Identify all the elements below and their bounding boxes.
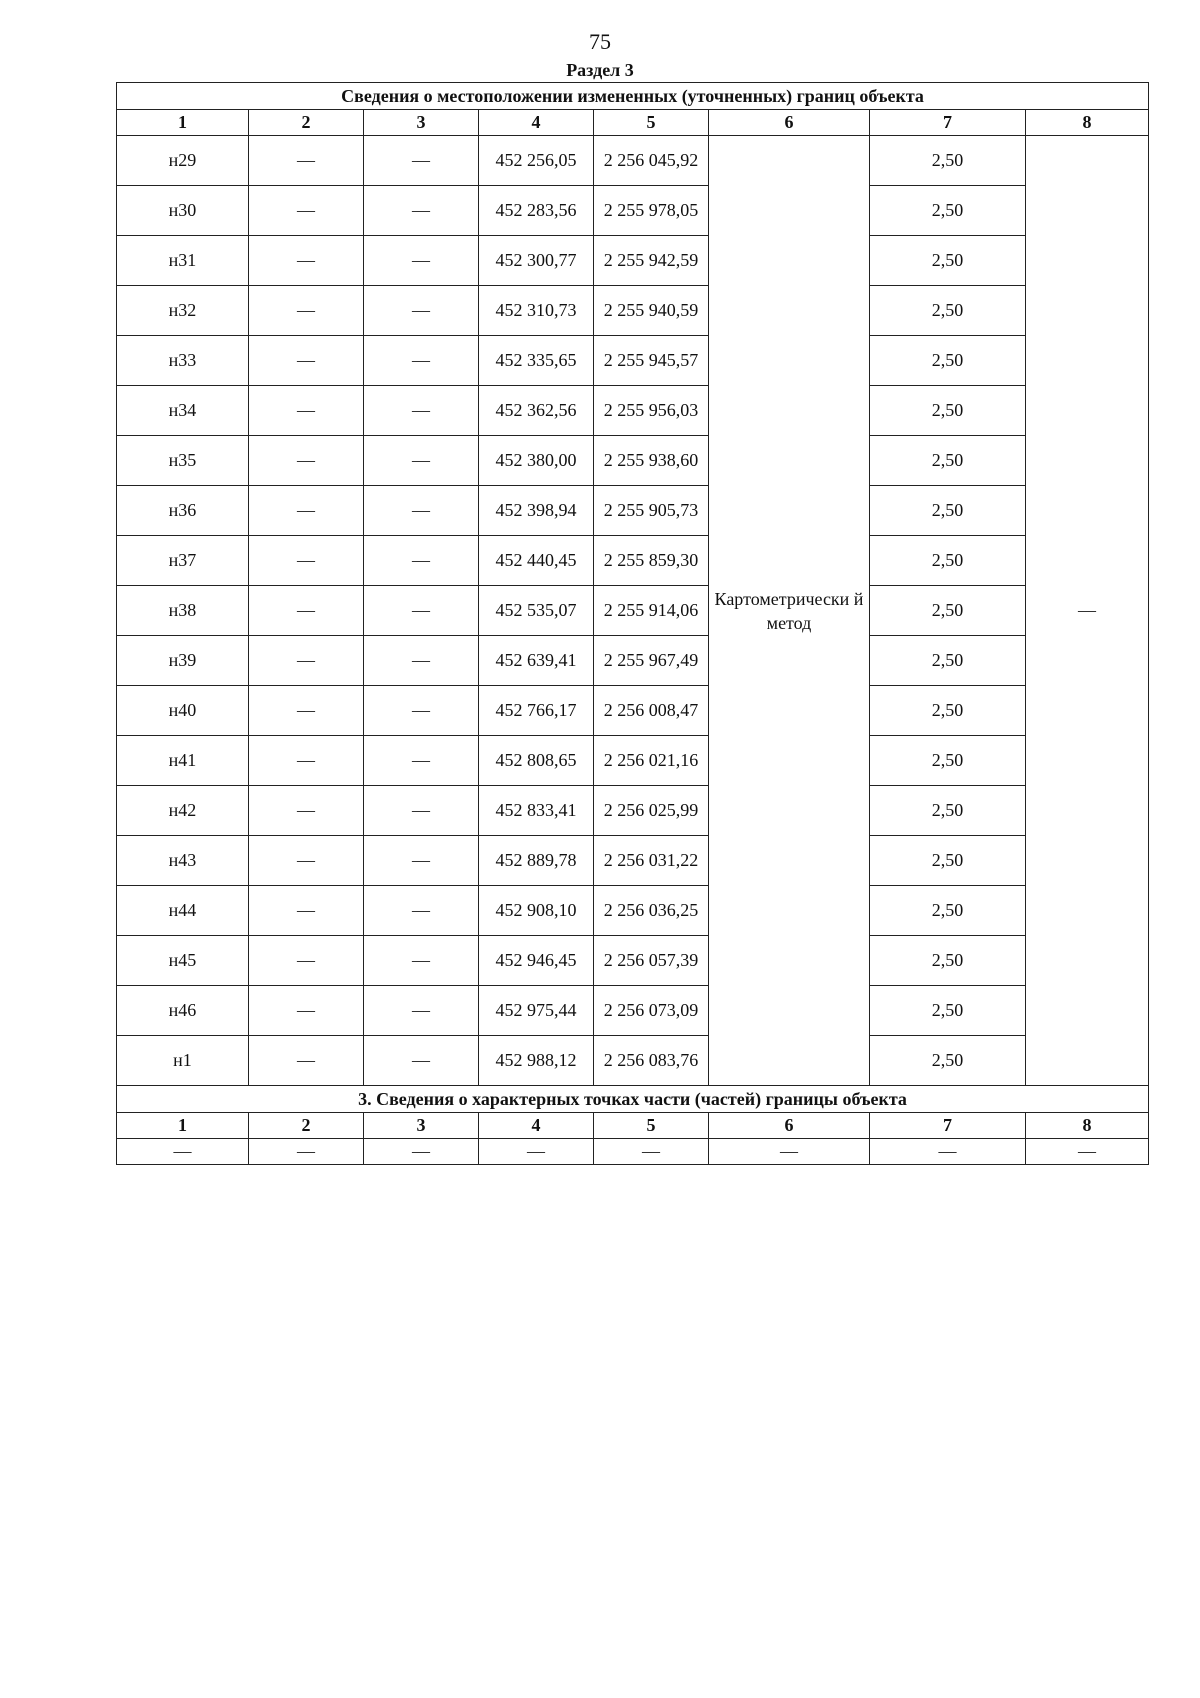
dash-cell: —	[249, 836, 364, 886]
column-number: 4	[479, 1113, 594, 1139]
dash-cell: —	[249, 636, 364, 686]
table-row	[117, 336, 1149, 386]
y-coordinate-cell: 2 255 938,60	[594, 436, 709, 486]
table-row	[117, 786, 1149, 836]
column-number: 1	[117, 110, 249, 136]
y-coordinate-cell: 2 256 057,39	[594, 936, 709, 986]
y-coordinate-cell: 2 255 914,06	[594, 586, 709, 636]
column-number: 4	[479, 110, 594, 136]
column-number: 7	[870, 1113, 1026, 1139]
point-name-cell: н43	[117, 836, 249, 886]
empty-cell: —	[249, 1139, 364, 1165]
accuracy-cell: 2,50	[870, 186, 1026, 236]
x-coordinate-cell: 452 988,12	[479, 1036, 594, 1086]
accuracy-cell: 2,50	[870, 936, 1026, 986]
point-name-cell: н34	[117, 386, 249, 436]
x-coordinate-cell: 452 889,78	[479, 836, 594, 886]
y-coordinate-cell: 2 256 008,47	[594, 686, 709, 736]
y-coordinate-cell: 2 256 083,76	[594, 1036, 709, 1086]
y-coordinate-cell: 2 255 940,59	[594, 286, 709, 336]
x-coordinate-cell: 452 535,07	[479, 586, 594, 636]
column-numbers-row	[117, 110, 1149, 136]
x-coordinate-cell: 452 310,73	[479, 286, 594, 336]
dash-cell: —	[364, 436, 479, 486]
y-coordinate-cell: 2 256 036,25	[594, 886, 709, 936]
dash-cell: —	[249, 186, 364, 236]
accuracy-cell: 2,50	[870, 436, 1026, 486]
dash-cell: —	[249, 986, 364, 1036]
parts-empty-row	[117, 1139, 1149, 1165]
dash-cell: —	[364, 286, 479, 336]
accuracy-cell: 2,50	[870, 136, 1026, 186]
point-name-cell: н40	[117, 686, 249, 736]
method-cell: Картометрически й метод	[709, 136, 870, 1086]
table-row	[117, 286, 1149, 336]
point-name-cell: н30	[117, 186, 249, 236]
column-number: 5	[594, 1113, 709, 1139]
table-row	[117, 686, 1149, 736]
accuracy-cell: 2,50	[870, 486, 1026, 536]
dash-cell: —	[364, 736, 479, 786]
boundary-coordinates-table	[116, 82, 1149, 1165]
x-coordinate-cell: 452 766,17	[479, 686, 594, 736]
dash-cell: —	[249, 236, 364, 286]
dash-cell: —	[249, 536, 364, 586]
empty-cell: —	[870, 1139, 1026, 1165]
point-name-cell: н31	[117, 236, 249, 286]
dash-cell: —	[364, 886, 479, 936]
x-coordinate-cell: 452 833,41	[479, 786, 594, 836]
dash-cell: —	[364, 936, 479, 986]
y-coordinate-cell: 2 256 031,22	[594, 836, 709, 886]
table-row	[117, 936, 1149, 986]
dash-cell: —	[364, 386, 479, 436]
y-coordinate-cell: 2 255 905,73	[594, 486, 709, 536]
table-row	[117, 986, 1149, 1036]
x-coordinate-cell: 452 398,94	[479, 486, 594, 536]
column-8-cell: —	[1026, 136, 1149, 1086]
x-coordinate-cell: 452 283,56	[479, 186, 594, 236]
dash-cell: —	[364, 186, 479, 236]
dash-cell: —	[249, 286, 364, 336]
table-row	[117, 1036, 1149, 1086]
table-row	[117, 386, 1149, 436]
y-coordinate-cell: 2 255 956,03	[594, 386, 709, 436]
dash-cell: —	[249, 386, 364, 436]
dash-cell: —	[364, 1036, 479, 1086]
point-name-cell: н39	[117, 636, 249, 686]
dash-cell: —	[364, 486, 479, 536]
point-name-cell: н35	[117, 436, 249, 486]
x-coordinate-cell: 452 639,41	[479, 636, 594, 686]
dash-cell: —	[364, 136, 479, 186]
x-coordinate-cell: 452 908,10	[479, 886, 594, 936]
x-coordinate-cell: 452 335,65	[479, 336, 594, 386]
dash-cell: —	[364, 586, 479, 636]
x-coordinate-cell: 452 300,77	[479, 236, 594, 286]
table-title: Сведения о местоположении измененных (уточненных) границ объекта	[117, 83, 1149, 110]
x-coordinate-cell: 452 946,45	[479, 936, 594, 986]
column-number: 2	[249, 110, 364, 136]
accuracy-cell: 2,50	[870, 586, 1026, 636]
table-row	[117, 186, 1149, 236]
accuracy-cell: 2,50	[870, 786, 1026, 836]
dash-cell: —	[249, 586, 364, 636]
parts-section-title: 3. Сведения о характерных точках части (частей) границы объекта	[117, 1086, 1149, 1113]
dash-cell: —	[249, 936, 364, 986]
y-coordinate-cell: 2 255 945,57	[594, 336, 709, 386]
y-coordinate-cell: 2 256 073,09	[594, 986, 709, 1036]
accuracy-cell: 2,50	[870, 386, 1026, 436]
point-name-cell: н36	[117, 486, 249, 536]
table-row	[117, 486, 1149, 536]
dash-cell: —	[364, 986, 479, 1036]
point-name-cell: н38	[117, 586, 249, 636]
table-row	[117, 586, 1149, 636]
empty-cell: —	[364, 1139, 479, 1165]
section-label: Раздел 3	[566, 60, 634, 80]
dash-cell: —	[249, 736, 364, 786]
dash-cell: —	[249, 486, 364, 536]
y-coordinate-cell: 2 256 021,16	[594, 736, 709, 786]
table-row	[117, 536, 1149, 586]
point-name-cell: н45	[117, 936, 249, 986]
point-name-cell: н41	[117, 736, 249, 786]
table-row	[117, 436, 1149, 486]
y-coordinate-cell: 2 255 978,05	[594, 186, 709, 236]
column-number: 6	[709, 1113, 870, 1139]
x-coordinate-cell: 452 975,44	[479, 986, 594, 1036]
point-name-cell: н32	[117, 286, 249, 336]
column-number: 8	[1026, 110, 1149, 136]
dash-cell: —	[249, 336, 364, 386]
x-coordinate-cell: 452 440,45	[479, 536, 594, 586]
point-name-cell: н37	[117, 536, 249, 586]
column-number: 7	[870, 110, 1026, 136]
dash-cell: —	[249, 1036, 364, 1086]
point-name-cell: н42	[117, 786, 249, 836]
x-coordinate-cell: 452 256,05	[479, 136, 594, 186]
column-number: 3	[364, 1113, 479, 1139]
dash-cell: —	[249, 686, 364, 736]
point-name-cell: н33	[117, 336, 249, 386]
dash-cell: —	[364, 636, 479, 686]
table-row	[117, 136, 1149, 186]
table-row	[117, 236, 1149, 286]
point-name-cell: н46	[117, 986, 249, 1036]
column-number: 3	[364, 110, 479, 136]
point-name-cell: н1	[117, 1036, 249, 1086]
y-coordinate-cell: 2 256 025,99	[594, 786, 709, 836]
accuracy-cell: 2,50	[870, 336, 1026, 386]
dash-cell: —	[364, 336, 479, 386]
y-coordinate-cell: 2 255 859,30	[594, 536, 709, 586]
table-row	[117, 836, 1149, 886]
column-number: 5	[594, 110, 709, 136]
table-row	[117, 636, 1149, 686]
table-row	[117, 886, 1149, 936]
dash-cell: —	[249, 136, 364, 186]
accuracy-cell: 2,50	[870, 236, 1026, 286]
y-coordinate-cell: 2 256 045,92	[594, 136, 709, 186]
parts-column-numbers-row	[117, 1113, 1149, 1139]
dash-cell: —	[249, 886, 364, 936]
accuracy-cell: 2,50	[870, 736, 1026, 786]
empty-cell: —	[117, 1139, 249, 1165]
empty-cell: —	[1026, 1139, 1149, 1165]
empty-cell: —	[594, 1139, 709, 1165]
dash-cell: —	[249, 436, 364, 486]
column-number: 2	[249, 1113, 364, 1139]
accuracy-cell: 2,50	[870, 636, 1026, 686]
table-row	[117, 736, 1149, 786]
accuracy-cell: 2,50	[870, 886, 1026, 936]
dash-cell: —	[364, 236, 479, 286]
empty-cell: —	[709, 1139, 870, 1165]
accuracy-cell: 2,50	[870, 286, 1026, 336]
dash-cell: —	[364, 836, 479, 886]
dash-cell: —	[249, 786, 364, 836]
empty-cell: —	[479, 1139, 594, 1165]
point-name-cell: н29	[117, 136, 249, 186]
x-coordinate-cell: 452 362,56	[479, 386, 594, 436]
dash-cell: —	[364, 686, 479, 736]
dash-cell: —	[364, 786, 479, 836]
accuracy-cell: 2,50	[870, 536, 1026, 586]
accuracy-cell: 2,50	[870, 1036, 1026, 1086]
page-number: 75	[589, 29, 611, 54]
y-coordinate-cell: 2 255 967,49	[594, 636, 709, 686]
accuracy-cell: 2,50	[870, 686, 1026, 736]
column-number: 8	[1026, 1113, 1149, 1139]
column-number: 1	[117, 1113, 249, 1139]
y-coordinate-cell: 2 255 942,59	[594, 236, 709, 286]
x-coordinate-cell: 452 380,00	[479, 436, 594, 486]
dash-cell: —	[364, 536, 479, 586]
column-number: 6	[709, 110, 870, 136]
accuracy-cell: 2,50	[870, 836, 1026, 886]
point-name-cell: н44	[117, 886, 249, 936]
x-coordinate-cell: 452 808,65	[479, 736, 594, 786]
accuracy-cell: 2,50	[870, 986, 1026, 1036]
